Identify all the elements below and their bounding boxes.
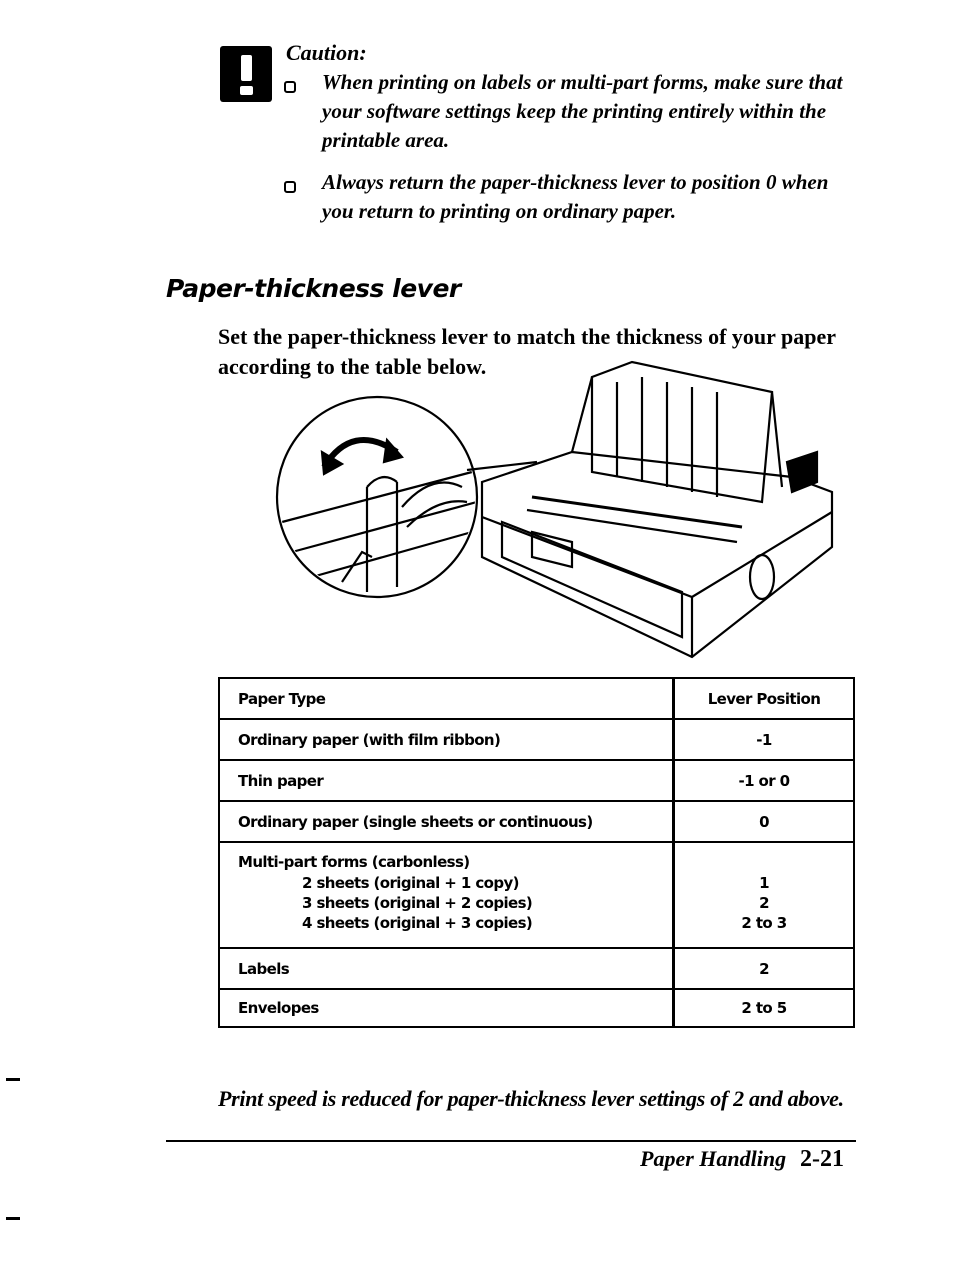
sub-lever-position: 2 to 3	[741, 914, 787, 932]
printer-illustration	[272, 352, 842, 670]
margin-mark	[6, 1078, 20, 1081]
row-lever-position: 2	[759, 960, 769, 978]
header-paper-type: Paper Type	[238, 690, 326, 708]
header-lever-position: Lever Position	[707, 690, 821, 708]
sub-lever-position: 1	[759, 874, 769, 892]
row-paper-type: Multi-part forms (carbonless)	[238, 853, 470, 871]
row-paper-type: Thin paper	[238, 772, 324, 790]
bullet-icon	[284, 181, 296, 193]
section-heading: Paper-thickness lever	[166, 274, 461, 303]
row-lever-position: 0	[759, 813, 769, 831]
sub-paper-type: 4 sheets (original + 3 copies)	[302, 914, 533, 932]
row-lever-position: -1 or 0	[738, 772, 790, 790]
intro-text: Set the paper-thickness lever to match the thickness of your paper according to the table below.	[218, 324, 836, 379]
lever-table	[218, 677, 855, 1028]
table-header-row	[220, 679, 853, 720]
sub-paper-type: 2 sheets (original + 1 copy)	[302, 874, 519, 892]
footer-section-title: Paper Handling	[640, 1146, 787, 1171]
caution-item: Always return the paper-thickness lever to position 0 when you return to printing on ordinary paper.	[322, 170, 829, 223]
table-row	[220, 761, 853, 802]
speed-note: Print speed is reduced for paper-thickness lever settings of 2 and above.	[218, 1086, 844, 1111]
table-row	[220, 990, 853, 1026]
row-paper-type: Ordinary paper (with film ribbon)	[238, 731, 501, 749]
footer-page-number: 2-21	[800, 1146, 844, 1172]
sub-paper-type: 3 sheets (original + 2 copies)	[302, 894, 533, 912]
caution-item: When printing on labels or multi-part forms, make sure that your software settings keep the printing entirely within the printable area.	[322, 70, 843, 152]
row-lever-position: -1	[756, 731, 772, 749]
caution-icon	[220, 46, 272, 102]
footer-rule	[166, 1140, 856, 1142]
table-row	[220, 949, 853, 990]
table-row	[220, 720, 853, 761]
row-paper-type: Labels	[238, 960, 290, 978]
row-paper-type: Envelopes	[238, 999, 319, 1017]
caution-title: Caution:	[286, 40, 367, 65]
table-row	[220, 802, 853, 843]
margin-mark	[6, 1217, 20, 1220]
sub-lever-position: 2	[759, 894, 769, 912]
table-row	[220, 843, 853, 949]
bullet-icon	[284, 81, 296, 93]
row-paper-type: Ordinary paper (single sheets or continuous)	[238, 813, 593, 831]
row-lever-position: 2 to 5	[741, 999, 787, 1017]
